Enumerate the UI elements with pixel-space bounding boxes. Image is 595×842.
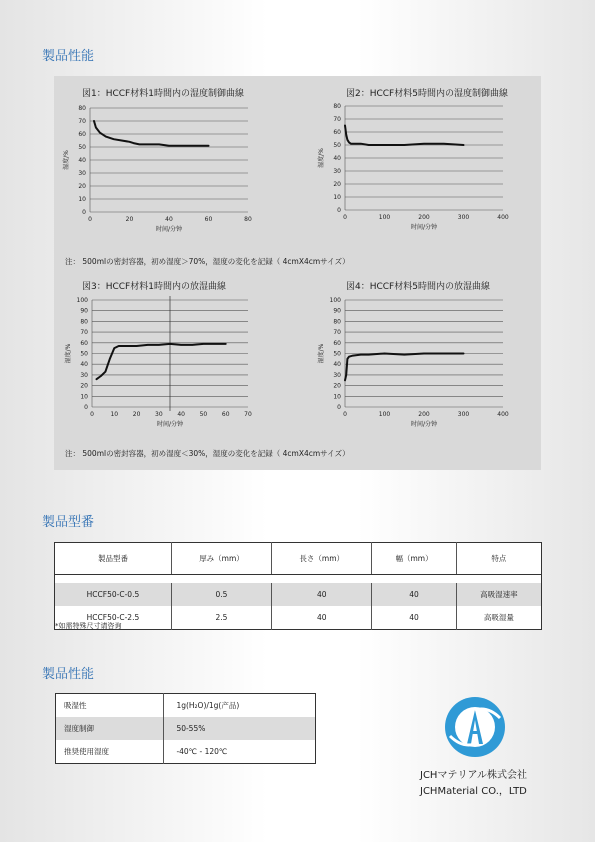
x-tick-label: 60 <box>221 411 230 418</box>
y-tick-label: 70 <box>333 116 341 123</box>
y-tick-label: 30 <box>80 371 88 379</box>
chart-note-2: 注： 500mlの密封容器，初め湿度＜30%，湿度の変化を記録（ 4cmX4cmサイズ） <box>65 449 350 458</box>
cell-model: HCCF50-C-0.5 <box>55 583 172 606</box>
company-name-jp: JCHマテリアル株式会社 <box>420 770 528 781</box>
chart2-title: 図2：HCCF材料5時間内の湿度制御曲線 <box>346 89 508 99</box>
x-axis-label: 时间/分钟 <box>156 421 184 428</box>
cell-length: 40 <box>272 606 372 630</box>
charts-panel <box>54 76 541 470</box>
x-tick-label: 70 <box>244 411 252 418</box>
x-tick-label: 400 <box>497 214 509 221</box>
x-tick-label: 0 <box>88 216 92 223</box>
chart3 <box>54 296 264 442</box>
x-tick-label: 100 <box>378 411 391 418</box>
y-tick-label: 20 <box>78 183 86 190</box>
y-tick-label: 30 <box>78 170 86 177</box>
model-table <box>54 542 542 630</box>
x-tick-label: 20 <box>125 216 134 223</box>
x-axis-label: 时间/分钟 <box>155 226 183 233</box>
y-tick-label: 10 <box>78 196 86 203</box>
y-tick-label: 40 <box>333 361 341 369</box>
company-name-en: JCHMaterial CO.，LTD <box>420 786 527 797</box>
property-value: 50-55% <box>164 717 316 740</box>
y-tick-label: 50 <box>333 350 341 358</box>
y-tick-label: 30 <box>333 168 341 175</box>
cell-width: 40 <box>372 606 456 630</box>
cell-feature: 高吸湿速率 <box>456 583 541 606</box>
y-tick-label: 80 <box>80 318 88 326</box>
size-note: *如需特殊尺寸请咨询 <box>55 622 122 630</box>
y-tick-label: 0 <box>337 404 341 411</box>
x-tick-label: 30 <box>155 411 163 418</box>
cell-model: HCCF50-C-2.5 <box>55 606 172 630</box>
x-tick-label: 10 <box>110 411 119 418</box>
y-tick-label: 40 <box>80 361 88 369</box>
y-tick-label: 20 <box>333 181 341 188</box>
chart4-title: 図4：HCCF材料5時間内の放湿曲線 <box>346 282 490 292</box>
y-tick-label: 100 <box>76 297 88 304</box>
y-tick-label: 0 <box>337 207 341 214</box>
header-thickness: 厚み（mm） <box>171 543 271 575</box>
table-row <box>56 717 316 740</box>
property-value: 1g(H₂O)/1g(产品) <box>164 694 316 718</box>
y-tick-label: 0 <box>82 209 86 216</box>
company-logo-icon <box>444 696 506 758</box>
x-tick-label: 400 <box>497 411 509 418</box>
table-row <box>55 583 542 606</box>
x-axis-label: 时间/分钟 <box>410 224 438 231</box>
x-axis-label: 时间/分钟 <box>410 421 438 428</box>
cell-thickness: 2.5 <box>171 606 271 630</box>
y-tick-label: 0 <box>84 404 88 411</box>
property-label: 推奨使用湿度 <box>64 747 109 756</box>
x-tick-label: 40 <box>165 216 173 223</box>
x-tick-label: 60 <box>204 216 213 223</box>
y-tick-label: 80 <box>78 105 86 112</box>
table-row <box>56 740 316 764</box>
section-title-model: 製品型番 <box>42 515 95 530</box>
y-tick-label: 60 <box>333 339 341 347</box>
table-row <box>56 694 316 718</box>
cell-thickness: 0.5 <box>171 583 271 606</box>
chart2 <box>309 102 519 242</box>
y-axis-label: 湿度/% <box>63 150 70 170</box>
x-tick-label: 0 <box>343 214 347 221</box>
x-tick-label: 20 <box>132 411 141 418</box>
y-tick-label: 90 <box>333 307 341 315</box>
y-tick-label: 50 <box>80 350 88 358</box>
y-axis-label: 湿度/% <box>318 148 325 168</box>
y-tick-label: 40 <box>333 155 341 162</box>
series-line <box>94 121 209 146</box>
property-value: -40℃ - 120℃ <box>164 740 316 764</box>
section-title-properties: 製品性能 <box>42 667 95 682</box>
x-tick-label: 200 <box>418 214 430 221</box>
series-line <box>345 354 464 381</box>
y-axis-label: 湿度/% <box>65 343 72 364</box>
y-tick-label: 40 <box>78 157 86 164</box>
y-tick-label: 10 <box>333 194 341 201</box>
y-tick-label: 60 <box>80 339 88 347</box>
y-tick-label: 60 <box>78 131 86 138</box>
x-tick-label: 300 <box>457 411 470 418</box>
y-tick-label: 20 <box>80 382 88 390</box>
x-tick-label: 40 <box>177 411 185 418</box>
chart3-title: 図3：HCCF材料1時間内の放湿曲線 <box>82 282 226 292</box>
y-tick-label: 10 <box>80 393 88 401</box>
x-tick-label: 0 <box>343 411 347 418</box>
header-feature: 特点 <box>456 543 541 575</box>
y-tick-label: 50 <box>333 142 341 149</box>
cell-length: 40 <box>272 583 372 606</box>
y-tick-label: 90 <box>80 307 88 315</box>
y-axis-label: 湿度/% <box>318 343 325 364</box>
y-tick-label: 10 <box>333 393 341 401</box>
y-tick-label: 30 <box>333 371 341 379</box>
property-label: 湿度制御 <box>56 717 164 740</box>
chart1 <box>54 104 264 244</box>
y-tick-label: 100 <box>329 297 341 304</box>
y-tick-label: 70 <box>78 118 86 125</box>
properties-table <box>55 693 316 764</box>
y-tick-label: 70 <box>80 329 88 337</box>
cell-width: 40 <box>372 583 456 606</box>
y-tick-label: 60 <box>333 129 341 136</box>
y-tick-label: 20 <box>333 382 341 390</box>
chart1-title: 図1：HCCF材料1時間内の湿度制御曲線 <box>82 89 244 99</box>
section-title-performance: 製品性能 <box>42 49 95 64</box>
cell-feature: 高吸湿量 <box>483 613 514 622</box>
x-tick-label: 200 <box>418 411 430 418</box>
series-line <box>97 344 226 379</box>
chart-note-1: 注： 500mlの密封容器，初め湿度＞70%，湿度の変化を記録（ 4cmX4cmサイズ） <box>65 257 350 266</box>
x-tick-label: 300 <box>457 214 470 221</box>
series-line <box>345 126 464 146</box>
property-label: 吸湿性 <box>64 701 87 710</box>
y-tick-label: 80 <box>333 318 341 326</box>
y-tick-label: 50 <box>78 144 86 151</box>
x-tick-label: 0 <box>90 411 94 418</box>
header-width: 幅（mm） <box>372 543 456 575</box>
y-tick-label: 70 <box>333 329 341 337</box>
x-tick-label: 100 <box>378 214 391 221</box>
chart4 <box>309 296 519 442</box>
model-table-header <box>55 543 542 575</box>
y-tick-label: 80 <box>333 103 341 110</box>
header-model: 製品型番 <box>55 543 172 575</box>
x-tick-label: 50 <box>199 411 208 418</box>
table-row <box>55 606 542 630</box>
header-length: 長さ（mm） <box>272 543 372 575</box>
x-tick-label: 80 <box>244 216 252 223</box>
